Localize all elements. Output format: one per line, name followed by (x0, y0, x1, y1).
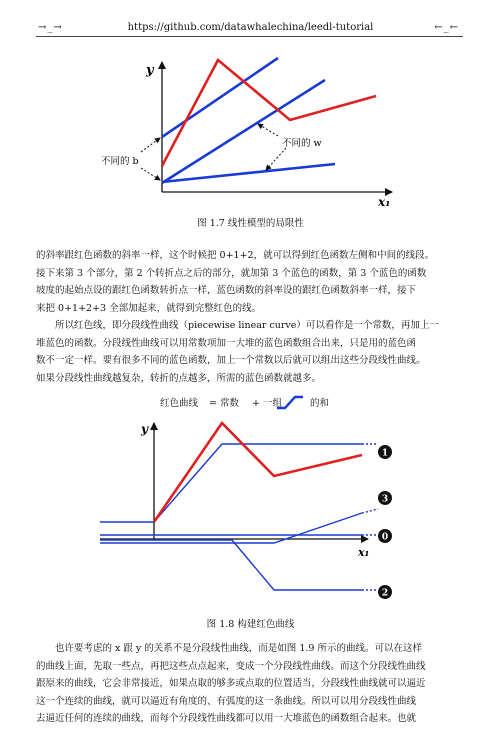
blue-component-3-dotted (362, 509, 378, 513)
nav-left-arrows: →_→ (38, 22, 63, 33)
y-axis-label: y (141, 422, 148, 436)
y-axis-label: y (146, 63, 154, 78)
text-line: 的曲线上面，先取一些点，再把这些点点起来，变成一个分段线性曲线。而这个分段线性曲线 (36, 660, 426, 672)
body-paragraph-3 (36, 640, 464, 728)
formula-line (0, 392, 501, 412)
formula-equals-constant: = 常数 (209, 398, 239, 409)
formula-red-curve: 红色曲线 (160, 398, 199, 409)
b-dotted-arrow-up (141, 138, 160, 152)
repo-url: https://github.com/datawhalechina/leedl-tutorial (127, 22, 374, 33)
blue-component-2 (100, 540, 362, 590)
figure-1-7-caption: 图 1.7 线性模型的局限性 (197, 218, 304, 229)
text-line: 来把 0+1+2+3 全部加起来，就得到完整红色的线。 (36, 302, 262, 314)
svg-text:2: 2 (381, 588, 389, 599)
red-target-curve (154, 423, 362, 522)
marker-2 (378, 585, 392, 599)
w-dotted-arrow-down (266, 148, 286, 170)
marker-3 (378, 491, 392, 505)
text-line: 去逼近任何的连续的曲线，而每个分段线性曲线都可以用一大堆蓝色的函数组合起来。也就 (36, 713, 417, 724)
annotation-w: 不同的 w (282, 138, 322, 149)
text-line: 如果分段线性曲线越复杂，转折的点越多，所需的蓝色函数就越多。 (36, 372, 322, 384)
text-line: 接下来第 3 个部分，第 2 个转折点之后的部分，就加第 3 个蓝色的函数，第 3 个蓝色的函数 (36, 267, 427, 279)
figure-linear-model-limits (0, 40, 501, 210)
text-line: 所以红色线，即分段线性曲线（piecewise linear curve）可以看作是一个常数，再加上一 (55, 320, 439, 331)
header-rule (36, 36, 463, 37)
body-paragraph-2 (36, 317, 464, 387)
svg-text:0: 0 (381, 532, 389, 543)
w-dotted-arrow-up (258, 124, 278, 136)
text-line: 跟原来的曲线，它会非常接近，如果点取的够多或点取的位置适当，分段线性曲线就可以逼近 (36, 678, 426, 689)
x-axis-label: x₁ (358, 546, 370, 559)
marker-1 (378, 445, 392, 459)
text-line: 堆蓝色的函数。分段线性曲线可以用常数项加一大堆的蓝色函数组合出来，只是用的蓝色函 (36, 337, 417, 349)
hard-sigmoid-icon (276, 394, 304, 410)
b-dotted-arrow-down (141, 168, 160, 180)
text-line: 这一个连续的曲线，就可以逼近有角度的、有弧度的这一条曲线。所以可以用分段线性曲线 (36, 695, 417, 707)
figure-build-red-curve (0, 415, 501, 605)
annotation-b: 不同的 b (101, 156, 139, 167)
marker-0 (378, 529, 392, 543)
svg-text:1: 1 (381, 448, 389, 459)
text-line: 数不一定一样。要有很多不同的蓝色函数，加上一个常数以后就可以组出这些分段线性曲线。 (36, 355, 426, 366)
page-header (0, 0, 501, 36)
figure-1-8-caption: 图 1.8 构建红色曲线 (206, 619, 295, 630)
text-line: 的斜率跟红色函数的斜率一样，这个时候把 0+1+2，就可以得到红色函数左侧和中间的线段。 (36, 250, 435, 261)
text-line: 也许要考虑的 x 跟 y 的关系不是分段线性曲线，而是如图 1.9 所示的曲线。可以在这样 (55, 643, 422, 654)
formula-plus-group: + 一组 (252, 398, 282, 409)
body-paragraph-1 (36, 247, 464, 317)
nav-right-arrows: ←_← (434, 22, 459, 33)
formula-sum-of: 的和 (310, 398, 330, 409)
svg-text:3: 3 (381, 494, 389, 505)
blue-component-1 (154, 444, 362, 522)
x-axis-label: x₁ (378, 195, 391, 209)
red-target-curve (162, 60, 376, 166)
text-line: 坡度的起始点设的跟红色函数转折点一样，蓝色函数的斜率设的跟红色函数斜率一样，接下 (36, 285, 417, 296)
